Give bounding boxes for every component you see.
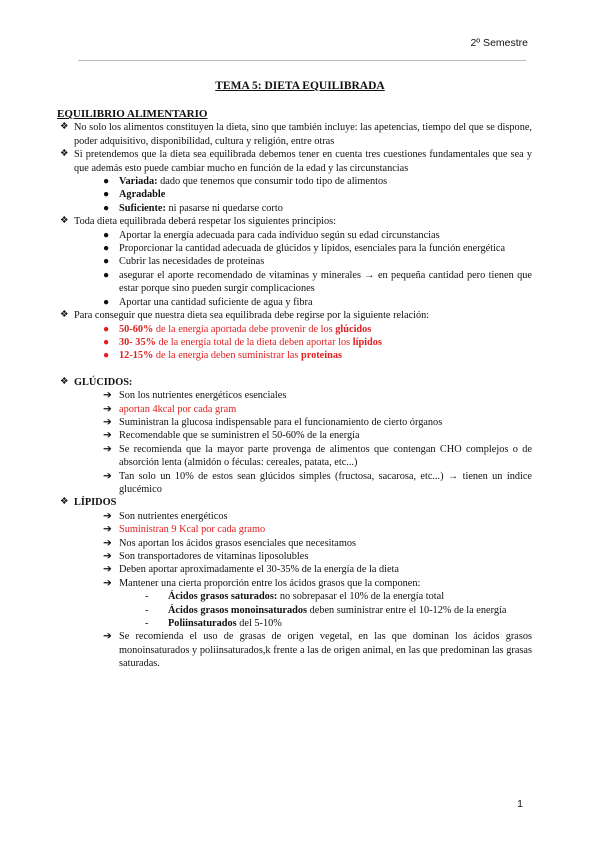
arrow-bullet-icon: ➔ xyxy=(103,564,112,576)
list-item: ❖ Si pretendemos que la dieta sea equilibrada debemos tener en cuenta tres cuestiones fundamentales que sea y que además esto puede cambiar mucho en función de la edad y las circunstancias ● Variada: dado que tenemos que consumir todo tipo de alimentos ● Agradable ● Suficiente: ni pasarse ni quedarse corto xyxy=(60,149,532,214)
dot-bullet-icon: ● xyxy=(103,269,110,281)
list-item: - Ácidos grasos saturados: no sobrepasar el 10% de la energía total xyxy=(145,591,445,603)
list-item: ➔ Suministran 9 Kcal por cada gramo xyxy=(103,524,266,536)
dot-bullet-icon: ● xyxy=(103,323,110,335)
list-item: ● Suficiente: ni pasarse ni quedarse corto xyxy=(103,202,283,214)
section-lipidos xyxy=(57,496,532,670)
arrow-bullet-icon: ➔ xyxy=(103,537,112,549)
dot-bullet-icon: ● xyxy=(103,202,110,214)
list-item: ➔ Nos aportan los ácidos grasos esenciales que necesitamos xyxy=(103,537,357,549)
list-item: ❖ Para conseguir que nuestra dieta sea equilibrada debe regirse por la siguiente relación: ● 50-60% de la energía aportada debe provenir de los glúcidos ● 30- 35% de la energía total de la dieta deben aportar los lípidos ● 12-15% de la energía deben suministrar las proteínas xyxy=(57,309,532,363)
list-item: ➔ Se recomienda que la mayor parte provenga de alimentos que contengan CHO complejos o de absorción lenta (almidón o féculas: cereales, patata, etc...) xyxy=(103,443,532,469)
diamond-bullet-icon: ❖ xyxy=(60,216,69,227)
dot-bullet-icon: ● xyxy=(103,229,110,241)
section-glucidos xyxy=(57,376,532,497)
list-item: ➔ Deben aportar aproximadamente el 30-35% de la energía de la dieta xyxy=(103,564,399,576)
list-item: ● Aportar una cantidad suficiente de agua y fibra xyxy=(103,296,313,308)
arrow-bullet-icon: ➔ xyxy=(103,577,112,589)
arrow-bullet-icon: ➔ xyxy=(103,390,112,402)
list-item: ➔ Se recomienda el uso de grasas de origen vegetal, en las que dominan los ácidos grasos monoinsaturados y poliinsaturados,k frente a las de origen animal, en las que predominan las grasas saturadas. xyxy=(103,631,532,670)
arrow-bullet-icon: ➔ xyxy=(103,443,112,455)
list-item: ● Proporcionar la cantidad adecuada de glúcidos y lípidos, esenciales para la función energética xyxy=(103,243,506,255)
list-item: - Ácidos grasos monoinsaturados deben suministrar entre el 10-12% de la energía xyxy=(145,604,507,616)
page-title: TEMA 5: DIETA EQUILIBRADA xyxy=(215,80,385,92)
header-semester: 2º Semestre xyxy=(470,37,528,49)
arrow-bullet-icon: ➔ xyxy=(103,524,112,536)
list-item: ➔ Son transportadores de vitaminas liposolubles xyxy=(103,551,309,562)
section-heading-equilibrio: EQUILIBRIO ALIMENTARIO xyxy=(57,108,208,120)
list-item: ● 12-15% de la energía deben suministrar las proteínas xyxy=(103,350,342,362)
dot-bullet-icon: ● xyxy=(103,350,110,362)
dot-bullet-icon: ● xyxy=(103,189,110,201)
diamond-bullet-icon: ❖ xyxy=(60,310,69,321)
list-item: ❖ Toda dieta equilibrada deberá respetar los siguientes principios: ● Aportar la energía adecuada para cada individuo según su edad circunstancias ● Proporcionar la cantidad adecuada de glúcidos y lípidos, esenciales para la función energética ● Cubrir las necesidades de proteínas ● asegurar el aporte recomendado de vitaminas y minerales → en pequeña cantidad pero tienen que estar porque sino pueden surgir complicaciones ● Aportar una cantidad suficiente de agua y fibra xyxy=(60,216,532,308)
page-number: 1 xyxy=(517,798,523,810)
list-item: - Poliinsaturados del 5-10% xyxy=(145,618,282,630)
diamond-bullet-icon: ❖ xyxy=(60,122,69,133)
dot-bullet-icon: ● xyxy=(103,296,110,308)
arrow-bullet-icon: ➔ xyxy=(103,470,112,482)
arrow-bullet-icon: ➔ xyxy=(103,403,112,415)
document-body xyxy=(57,108,532,671)
diamond-bullet-icon: ❖ xyxy=(60,376,69,387)
list-item: ● 30- 35% de la energía total de la dieta deben aportar los lípidos xyxy=(103,336,382,348)
dot-bullet-icon: ● xyxy=(103,336,110,348)
list-item: ➔ Recomendable que se suministren el 50-60% de la energía xyxy=(103,430,360,442)
list-item: ● 50-60% de la energía aportada debe provenir de los glúcidos xyxy=(103,323,372,335)
section-heading-glucidos: GLÚCIDOS: xyxy=(74,376,133,388)
list-item: ➔ aportan 4kcal por cada gram xyxy=(103,403,237,415)
list-item: ● Variada: dado que tenemos que consumir todo tipo de alimentos xyxy=(103,176,388,188)
list-item: ➔ Mantener una cierta proporción entre los ácidos grasos que la componen: - Ácidos grasos saturados: no sobrepasar el 10% de la energía total - Ácidos grasos monoinsaturados deben suministrar entre el 10-12% de la energía - Poliinsaturados del 5-10% xyxy=(74,577,532,631)
dash-bullet-icon: - xyxy=(145,591,149,603)
arrow-bullet-icon: ➔ xyxy=(103,430,112,442)
list-item: ➔ Son nutrientes energéticos xyxy=(103,510,228,522)
dot-bullet-icon: ● xyxy=(103,256,110,268)
diamond-bullet-icon: ❖ xyxy=(60,149,69,160)
arrow-bullet-icon: ➔ xyxy=(103,631,112,643)
section-heading-lipidos: LÍPIDOS xyxy=(74,497,117,509)
arrow-bullet-icon: ➔ xyxy=(103,416,112,428)
dot-bullet-icon: ● xyxy=(103,176,110,188)
diamond-bullet-icon: ❖ xyxy=(60,497,69,508)
list-item: ➔ Tan solo un 10% de estos sean glúcidos simples (fructosa, sacarosa, etc...) → tienen un índice glucémico xyxy=(103,470,532,495)
list-item: ● asegurar el aporte recomendado de vitaminas y minerales → en pequeña cantidad pero tienen que estar porque sino pueden surgir complicaciones xyxy=(103,269,532,295)
arrow-bullet-icon: ➔ xyxy=(103,510,112,522)
list-item: ● Cubrir las necesidades de proteínas xyxy=(103,256,265,268)
list-item: ● Agradable xyxy=(103,189,166,201)
list-item: ➔ Son los nutrientes energéticos esenciales xyxy=(103,390,287,402)
list-item: ➔ Suministran la glucosa indispensable para el funcionamiento de cierto órganos xyxy=(103,416,443,428)
arrow-bullet-icon: ➔ xyxy=(103,551,112,562)
list-item: ❖ No solo los alimentos constituyen la dieta, sino que también incluye: las apetencias, tiempo del que se dispone, poder adquisitivo, disponibilidad, cultura y religión, entre otras xyxy=(60,122,532,147)
dash-bullet-icon: - xyxy=(145,618,149,630)
header-divider xyxy=(78,60,526,61)
dash-bullet-icon: - xyxy=(145,604,149,616)
list-item: ● Aportar la energía adecuada para cada individuo según su edad circunstancias xyxy=(103,229,440,241)
dot-bullet-icon: ● xyxy=(103,243,110,255)
